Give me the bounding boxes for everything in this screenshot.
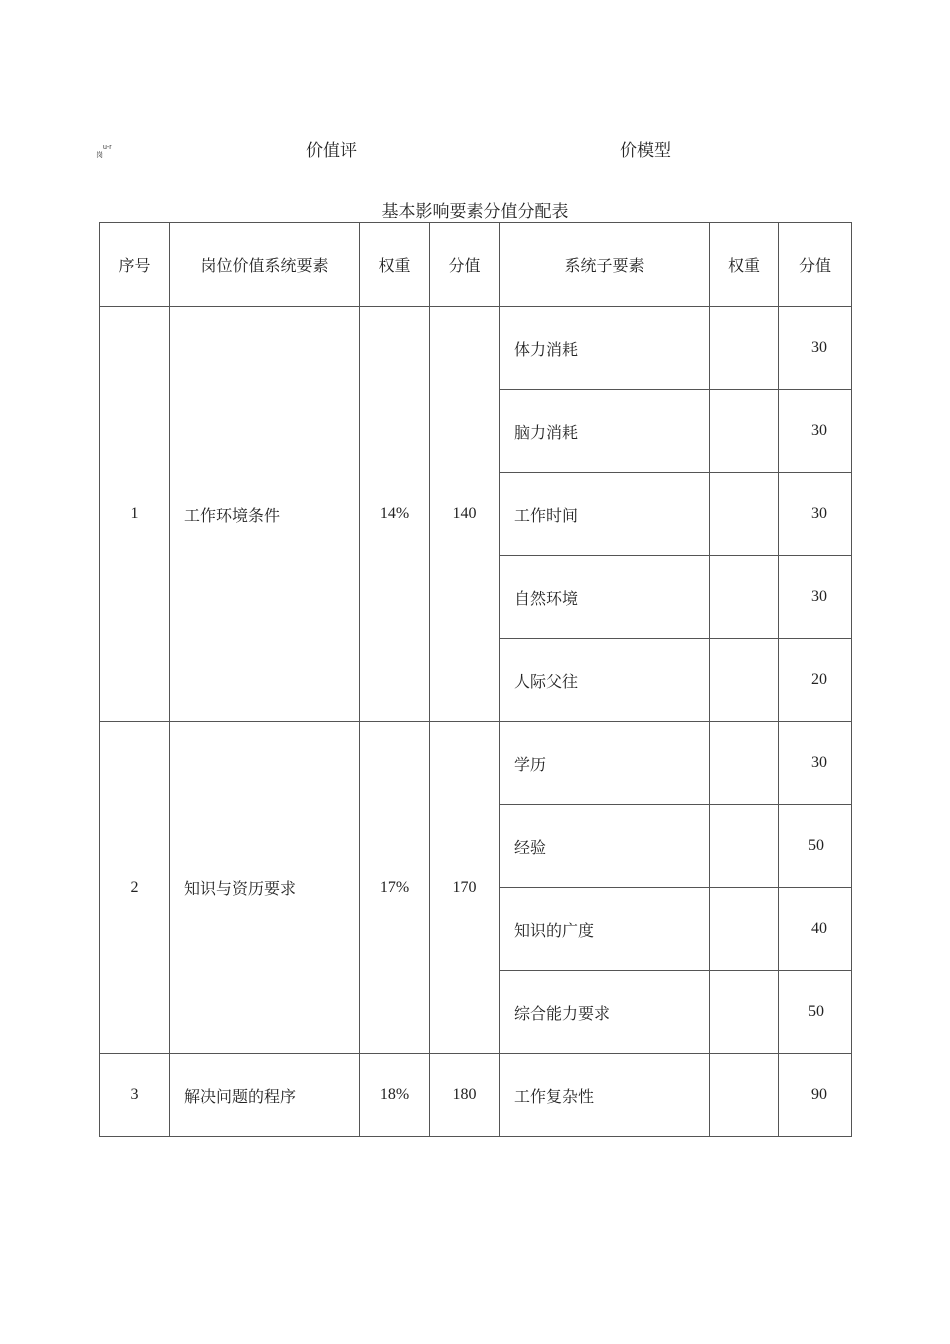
sub-element-weight: [710, 1054, 779, 1137]
group-number: 2: [100, 722, 170, 1054]
sub-element-name: 自然环境: [500, 556, 710, 639]
header-index: 序号: [100, 223, 170, 307]
sub-element-score: 30: [779, 390, 852, 473]
sub-element-score: 90: [779, 1054, 852, 1137]
page-heading-right: 价模型: [620, 141, 671, 161]
sub-element-score: 30: [779, 307, 852, 390]
sub-element-name: 学历: [500, 722, 710, 805]
group-element: 解决问题的程序: [170, 1054, 360, 1137]
table-row: [100, 722, 852, 805]
sub-element-weight: [710, 307, 779, 390]
table-row: [100, 307, 852, 390]
sub-element-weight: [710, 805, 779, 888]
table-title: 基本影响要素分值分配表: [381, 202, 569, 222]
header-sub-score: 分值: [779, 223, 852, 307]
sub-element-score: 30: [779, 473, 852, 556]
group-weight: 14%: [360, 307, 430, 722]
header-sub-weight: 权重: [710, 223, 779, 307]
sub-element-name: 知识的广度: [500, 888, 710, 971]
sub-element-weight: [710, 473, 779, 556]
sub-element-score: 50: [779, 805, 852, 888]
sub-element-weight: [710, 888, 779, 971]
header-weight: 权重: [360, 223, 430, 307]
group-element: 知识与资历要求: [170, 722, 360, 1054]
sub-element-weight: [710, 722, 779, 805]
sub-element-name: 体力消耗: [500, 307, 710, 390]
sub-element-score: 40: [779, 888, 852, 971]
sub-element-name: 工作时间: [500, 473, 710, 556]
sub-element-score: 30: [779, 722, 852, 805]
group-number: 3: [100, 1054, 170, 1137]
group-element: 工作环境条件: [170, 307, 360, 722]
sub-element-score: 20: [779, 639, 852, 722]
corner-mark: [96, 144, 112, 160]
corner-mark-bottom: 岗: [96, 152, 103, 159]
sub-element-weight: [710, 556, 779, 639]
sub-element-name: 工作复杂性: [500, 1054, 710, 1137]
sub-element-score: 50: [779, 971, 852, 1054]
group-score: 170: [430, 722, 500, 1054]
sub-element-weight: [710, 639, 779, 722]
header-score: 分值: [430, 223, 500, 307]
group-score: 180: [430, 1054, 500, 1137]
sub-element-name: 经验: [500, 805, 710, 888]
corner-mark-top: u-r: [103, 144, 112, 151]
table-row: [100, 1054, 852, 1137]
group-weight: 17%: [360, 722, 430, 1054]
score-allocation-table: [99, 222, 852, 1137]
header-sub-element: 系统子要素: [500, 223, 710, 307]
sub-element-name: 综合能力要求: [500, 971, 710, 1054]
table-header-row: [100, 223, 852, 307]
group-number: 1: [100, 307, 170, 722]
sub-element-weight: [710, 390, 779, 473]
group-weight: 18%: [360, 1054, 430, 1137]
header-element: 岗位价值系统要素: [170, 223, 360, 307]
sub-element-name: 脑力消耗: [500, 390, 710, 473]
sub-element-weight: [710, 971, 779, 1054]
sub-element-name: 人际父往: [500, 639, 710, 722]
group-score: 140: [430, 307, 500, 722]
page-heading-left: 价值评: [306, 141, 357, 161]
sub-element-score: 30: [779, 556, 852, 639]
